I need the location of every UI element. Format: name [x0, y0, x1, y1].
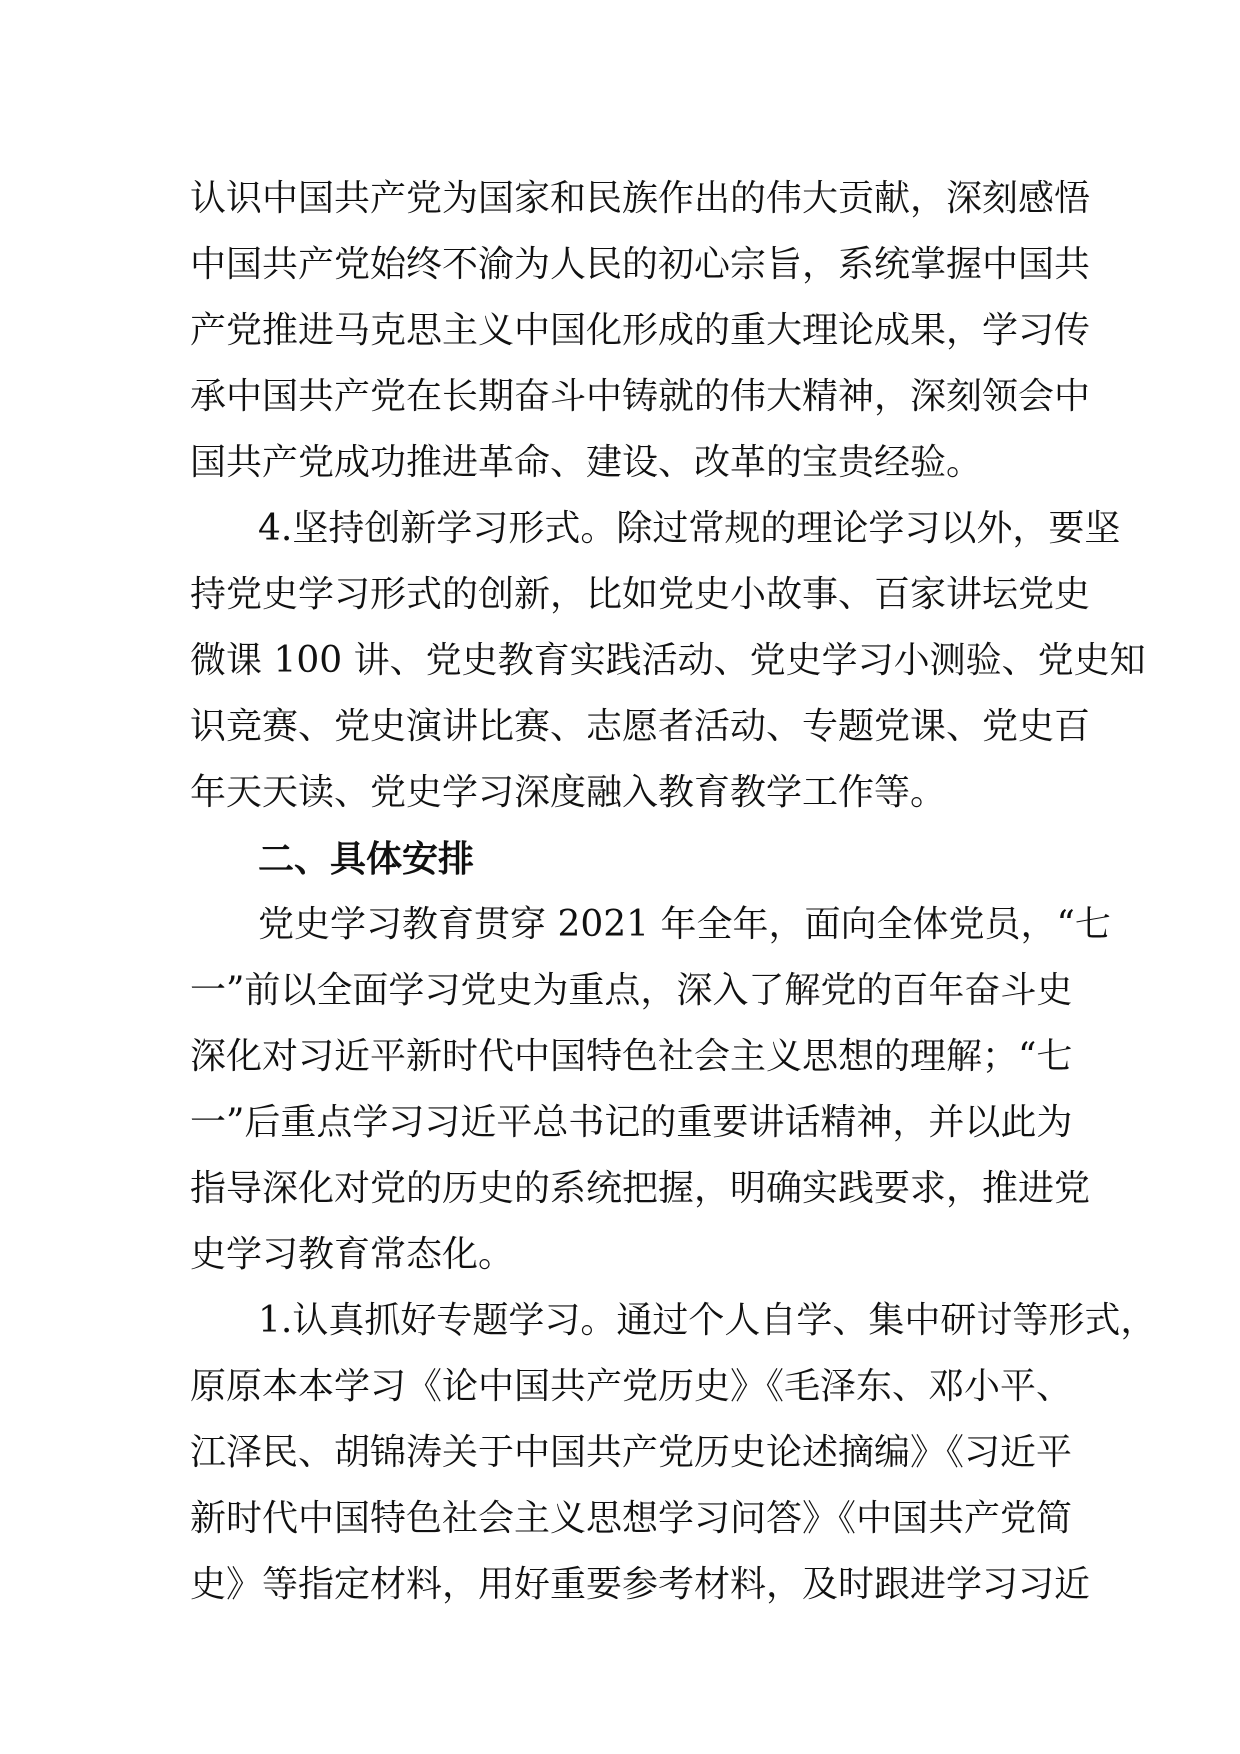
text-line-17: 史学习教育常态化。: [190, 1234, 515, 1275]
text-line-5: 国共产党成功推进革命、建设、改革的宝贵经验。: [190, 442, 983, 483]
text-line-14: 深化对习近平新时代中国特色社会主义思想的理解；“七: [190, 1036, 1073, 1077]
text-line-15: 一”后重点学习习近平总书记的重要讲话精神，并以此为: [190, 1102, 1073, 1143]
paragraph-4-first-line: 4.坚持创新学习形式。除过常规的理论学习以外，要坚: [258, 508, 1121, 549]
text-line-22: 史》等指定材料，用好重要参考材料，及时跟进学习习近: [190, 1564, 1091, 1605]
text-line-7: 持党史学习形式的创新，比如党史小故事、百家讲坛党史: [190, 574, 1091, 615]
paragraph-1-first-line: 1.认真抓好专题学习。通过个人自学、集中研讨等形式，: [258, 1300, 1157, 1341]
text-line-8: 微课 100 讲、党史教育实践活动、党史学习小测验、党史知: [190, 640, 1146, 681]
text-line-2: 中国共产党始终不渝为人民的初心宗旨，系统掌握中国共: [190, 244, 1091, 285]
text-line-21: 新时代中国特色社会主义思想学习问答》《中国共产党简: [190, 1498, 1073, 1539]
text-line-19: 原原本本学习《论中国共产党历史》《毛泽东、邓小平、: [190, 1366, 1073, 1407]
text-line-10: 年天天读、党史学习深度融入教育教学工作等。: [190, 772, 947, 813]
text-line-4: 承中国共产党在长期奋斗中铸就的伟大精神，深刻领会中: [190, 376, 1091, 417]
text-line-9: 识竞赛、党史演讲比赛、志愿者活动、专题党课、党史百: [190, 706, 1091, 747]
text-line-3: 产党推进马克思主义中国化形成的重大理论成果，学习传: [190, 310, 1091, 351]
text-line-13: 一”前以全面学习党史为重点，深入了解党的百年奋斗史: [190, 970, 1073, 1011]
text-line-1: 认识中国共产党为国家和民族作出的伟大贡献，深刻感悟: [190, 178, 1091, 219]
section-heading: 二、具体安排: [258, 838, 475, 880]
arrangement-paragraph-first-line: 党史学习教育贯穿 2021 年全年，面向全体党员，“七: [258, 904, 1111, 945]
text-line-20: 江泽民、胡锦涛关于中国共产党历史论述摘编》《习近平: [190, 1432, 1073, 1473]
text-line-16: 指导深化对党的历史的系统把握，明确实践要求，推进党: [190, 1168, 1091, 1209]
